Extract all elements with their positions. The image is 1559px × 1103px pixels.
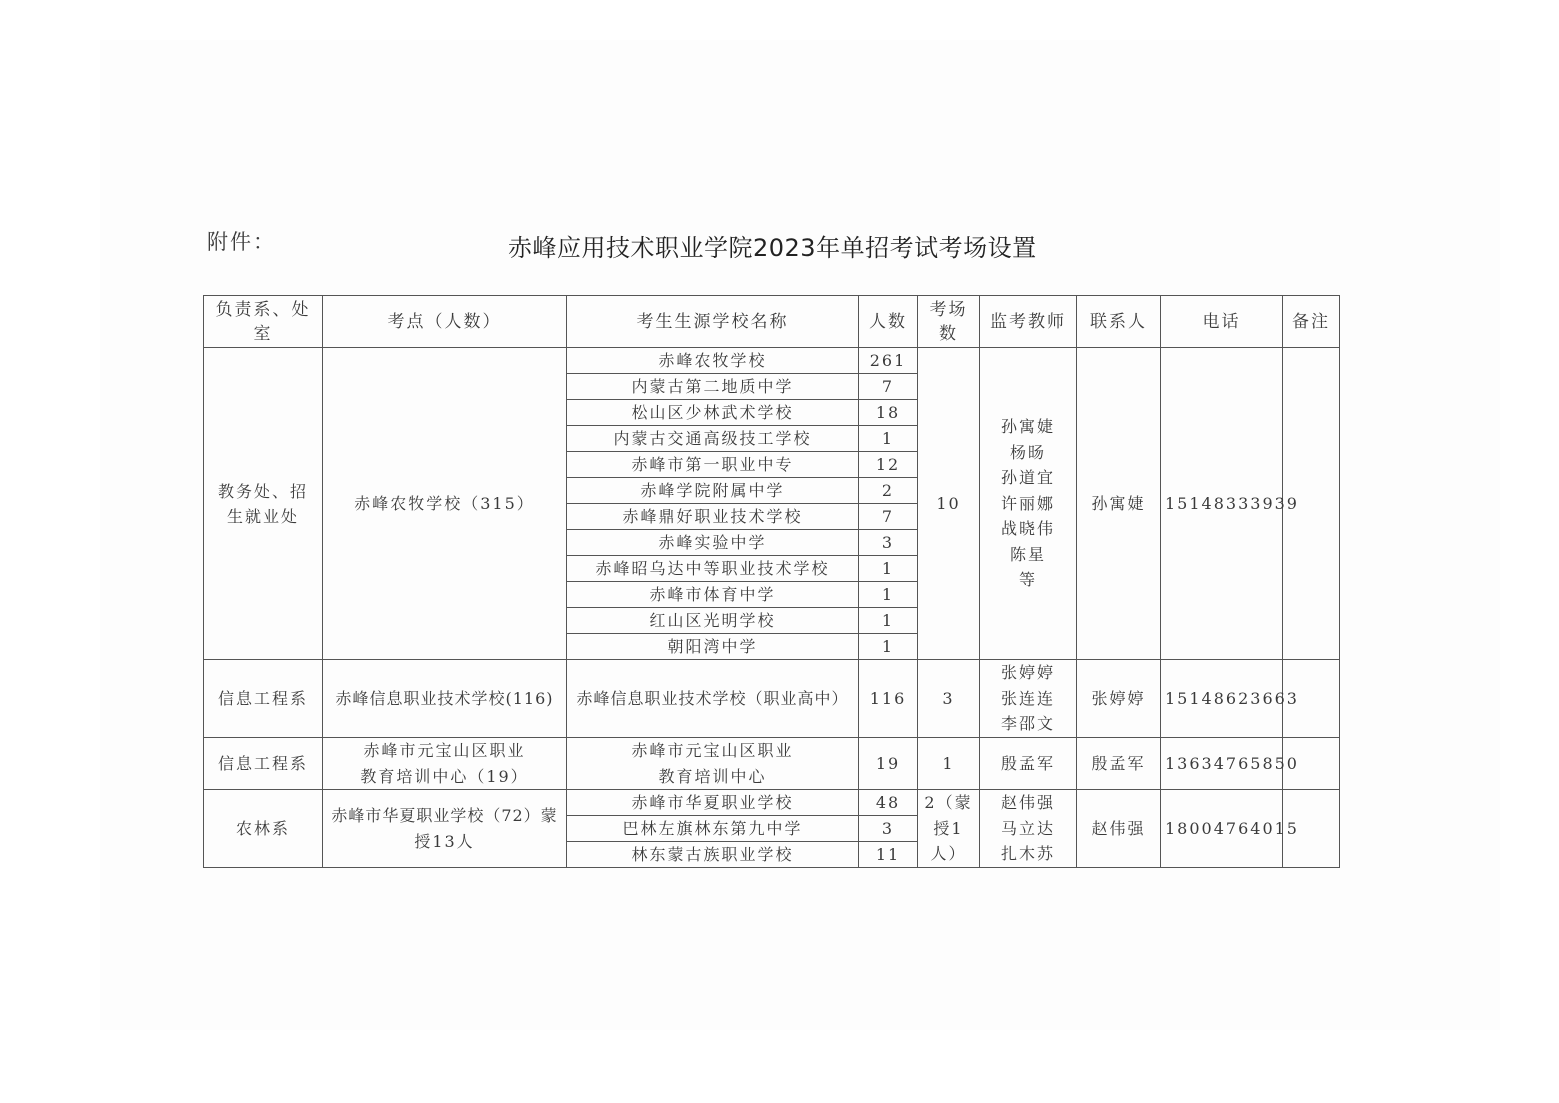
count-cell: 116 (859, 660, 918, 738)
proctors-cell (980, 348, 1077, 660)
source-school-cell: 赤峰学院附属中学 (567, 478, 859, 504)
proctor-name: 张婷婷 (1000, 663, 1055, 683)
header-source-school: 考生生源学校名称 (567, 296, 859, 348)
proctor-name: 马立达 (1000, 818, 1055, 838)
site-line: 授13人 (414, 831, 475, 851)
proctor-name: 赵伟强 (1000, 793, 1055, 813)
source-school-cell: 内蒙古交通高级技工学校 (567, 426, 859, 452)
count-cell: 261 (859, 348, 918, 374)
proctor-name: 陈星 (1009, 544, 1046, 564)
dept-cell: 教务处、招生就业处 (204, 348, 323, 660)
rooms-cell: 1 (918, 738, 980, 790)
proctors-cell (980, 660, 1077, 738)
proctor-name: 李邵文 (1000, 714, 1055, 734)
proctor-name: 等 (1018, 570, 1037, 590)
source-school-cell: 赤峰市体育中学 (567, 582, 859, 608)
header-remark: 备注 (1283, 296, 1340, 348)
dept-cell: 信息工程系 (204, 660, 323, 738)
contact-cell: 殷孟军 (1077, 738, 1161, 790)
header-row (204, 296, 1340, 348)
header-site: 考点（人数） (323, 296, 567, 348)
proctor-name: 孙道宜 (1000, 468, 1055, 488)
site-cell (323, 790, 567, 868)
proctor-name: 许丽娜 (1000, 493, 1055, 513)
count-cell: 18 (859, 400, 918, 426)
source-school-cell: 赤峰实验中学 (567, 530, 859, 556)
count-cell: 1 (859, 556, 918, 582)
source-school-cell: 红山区光明学校 (567, 608, 859, 634)
source-school-cell: 赤峰鼎好职业技术学校 (567, 504, 859, 530)
rooms-cell: 10 (918, 348, 980, 660)
site-cell (323, 738, 567, 790)
source-school-cell: 赤峰市第一职业中专 (567, 452, 859, 478)
count-cell: 1 (859, 634, 918, 660)
header-contact: 联系人 (1077, 296, 1161, 348)
phone-cell: 13634765850 (1161, 738, 1283, 790)
source-school-cell (567, 738, 859, 790)
count-cell: 1 (859, 608, 918, 634)
count-cell: 1 (859, 426, 918, 452)
site-cell: 赤峰信息职业技术学校(116) (323, 660, 567, 738)
dept-cell: 信息工程系 (204, 738, 323, 790)
source-school-cell: 林东蒙古族职业学校 (567, 842, 859, 868)
rooms-cell: 3 (918, 660, 980, 738)
source-school-cell: 赤峰市华夏职业学校 (567, 790, 859, 816)
proctor-name: 战晓伟 (1000, 519, 1055, 539)
school-line: 赤峰市元宝山区职业 (631, 741, 794, 760)
count-cell: 3 (859, 816, 918, 842)
header-rooms: 考场数 (918, 296, 980, 348)
count-cell: 19 (859, 738, 918, 790)
count-cell: 11 (859, 842, 918, 868)
rooms-cell (918, 790, 980, 868)
table-row (204, 660, 1340, 738)
rooms-line: 授1 (933, 818, 964, 838)
source-school-cell: 赤峰信息职业技术学校（职业高中） (567, 660, 859, 738)
source-school-cell: 朝阳湾中学 (567, 634, 859, 660)
source-school-cell: 巴林左旗林东第九中学 (567, 816, 859, 842)
source-school-cell: 松山区少林武术学校 (567, 400, 859, 426)
source-school-cell: 赤峰昭乌达中等职业技术学校 (567, 556, 859, 582)
header-dept: 负责系、处室 (204, 296, 323, 348)
table-row (204, 738, 1340, 790)
count-cell: 12 (859, 452, 918, 478)
site-line: 赤峰市元宝山区职业 (363, 741, 526, 760)
count-cell: 48 (859, 790, 918, 816)
contact-cell: 张婷婷 (1077, 660, 1161, 738)
dept-cell: 农林系 (204, 790, 323, 868)
proctor-name: 张连连 (1000, 688, 1055, 708)
school-line: 教育培训中心 (658, 766, 767, 786)
rooms-line: 人） (930, 844, 967, 864)
header-proctors: 监考教师 (980, 296, 1077, 348)
count-cell: 3 (859, 530, 918, 556)
document-title: 赤峰应用技术职业学院2023年单招考试考场设置 (508, 234, 1037, 262)
site-line: 赤峰市华夏职业学校（72）蒙 (331, 806, 558, 825)
count-cell: 1 (859, 582, 918, 608)
contact-cell: 孙寓婕 (1077, 348, 1161, 660)
source-school-cell: 赤峰农牧学校 (567, 348, 859, 374)
contact-cell: 赵伟强 (1077, 790, 1161, 868)
attachment-label: 附件： (207, 230, 276, 254)
table-row (204, 348, 1340, 374)
header-count: 人数 (859, 296, 918, 348)
phone-cell: 15148623663 (1161, 660, 1283, 738)
proctors-cell: 殷孟军 (980, 738, 1077, 790)
table-row (204, 790, 1340, 816)
count-cell: 7 (859, 504, 918, 530)
proctor-name: 杨旸 (1009, 442, 1046, 462)
proctor-name: 扎木苏 (1000, 844, 1055, 864)
proctors-cell (980, 790, 1077, 868)
rooms-line: 2（蒙 (924, 793, 973, 813)
count-cell: 7 (859, 374, 918, 400)
phone-cell: 18004764015 (1161, 790, 1283, 868)
source-school-cell: 内蒙古第二地质中学 (567, 374, 859, 400)
phone-cell: 15148333939 (1161, 348, 1283, 660)
header-phone: 电话 (1161, 296, 1283, 348)
count-cell: 2 (859, 478, 918, 504)
exam-site-table (203, 295, 1340, 868)
proctor-name: 孙寓婕 (1000, 417, 1055, 437)
site-cell: 赤峰农牧学校（315） (323, 348, 567, 660)
site-line: 教育培训中心（19） (360, 766, 529, 786)
